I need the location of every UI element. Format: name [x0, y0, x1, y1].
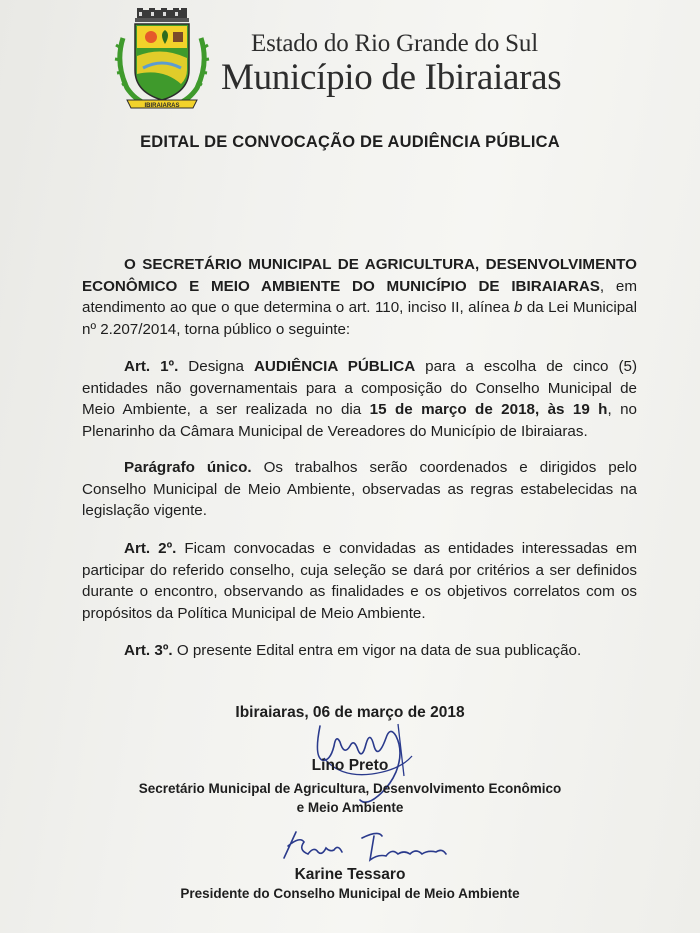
article-3-label: Art. 3º. [124, 642, 173, 659]
paragrafo-unico [82, 457, 637, 522]
intro-paragraph [82, 254, 637, 340]
article-1-text-part-1: Designa [178, 358, 254, 375]
article-3-text: O presente Edital entra em vigor na data de sua publicação. [172, 642, 582, 659]
document-title: EDITAL DE CONVOCAÇÃO DE AUDIÊNCIA PÚBLICA [140, 133, 560, 151]
article-1-label: Art. 1º. [124, 358, 179, 375]
signatory-1-name: Lino Preto [311, 757, 389, 774]
article-1-text-part-3: , no Plenarinho da Câmara Municipal de Vereadores do Município de Ibiraiaras. [82, 401, 637, 440]
article-1 [82, 356, 637, 442]
article-1-bold-date: 15 de março de 2018, às 19 h [369, 401, 608, 418]
intro-bold-lead: O SECRETÁRIO MUNICIPAL DE AGRICULTURA, DESENVOLVIMENTO ECONÔMICO E MEIO AMBIENTE DO MUNICÍPIO DE IBIRAIARAS [82, 256, 637, 295]
signatory-1-role-line-2: e Meio Ambiente [296, 800, 404, 815]
signatory-1-role [0, 779, 700, 817]
date-line: Ibiraiaras, 06 de março de 2018 [235, 704, 465, 721]
header-municipality-name: Município de Ibiraiaras [221, 57, 562, 98]
signature-karine-tessaro [278, 824, 453, 870]
paragrafo-unico-label: Parágrafo único. [124, 459, 252, 476]
paragrafo-unico-text: Os trabalhos serão coordenados e dirigidos pelo Conselho Municipal de Meio Ambiente, observadas as regras estabelecidas na legislação vigente. [82, 459, 638, 519]
article-2 [82, 538, 637, 624]
article-1-text-part-2: para a escolha de cinco (5) entidades não governamentais para a composição do Conselho Municipal de Meio Ambiente, a ser realizada no dia [82, 358, 638, 418]
article-1-bold-audiencia: AUDIÊNCIA PÚBLICA [253, 358, 416, 375]
crest-banner-text: IBIRAIARAS [144, 103, 180, 109]
intro-text-part-2: da Lei Municipal nº 2.207/2014, torna público o seguinte: [82, 299, 637, 338]
signatory-2-name: Karine Tessaro [294, 866, 406, 883]
municipal-crest-logo [113, 8, 211, 112]
signatory-1-role-line-1: Secretário Municipal de Agricultura, Desenvolvimento Econômico [138, 781, 562, 796]
article-2-label: Art. 2º. [124, 540, 177, 557]
intro-text-part-1: , em atendimento ao que o que determina o art. 110, inciso II, alínea [82, 277, 637, 316]
intro-italic-letter: b [513, 299, 523, 316]
article-2-text: Ficam convocadas e convidadas as entidades interessadas em participar do referido conselho, cuja seleção se dará por critérios a ser definidos durante o encontro, observando as finalidades e os objetivos correlatos com os propósitos da Política Municipal de Meio Ambiente. [82, 540, 637, 622]
signatory-2-role: Presidente do Conselho Municipal de Meio Ambiente [180, 886, 520, 901]
header-state-name: Estado do Rio Grande do Sul [251, 30, 538, 57]
article-3 [82, 640, 637, 662]
